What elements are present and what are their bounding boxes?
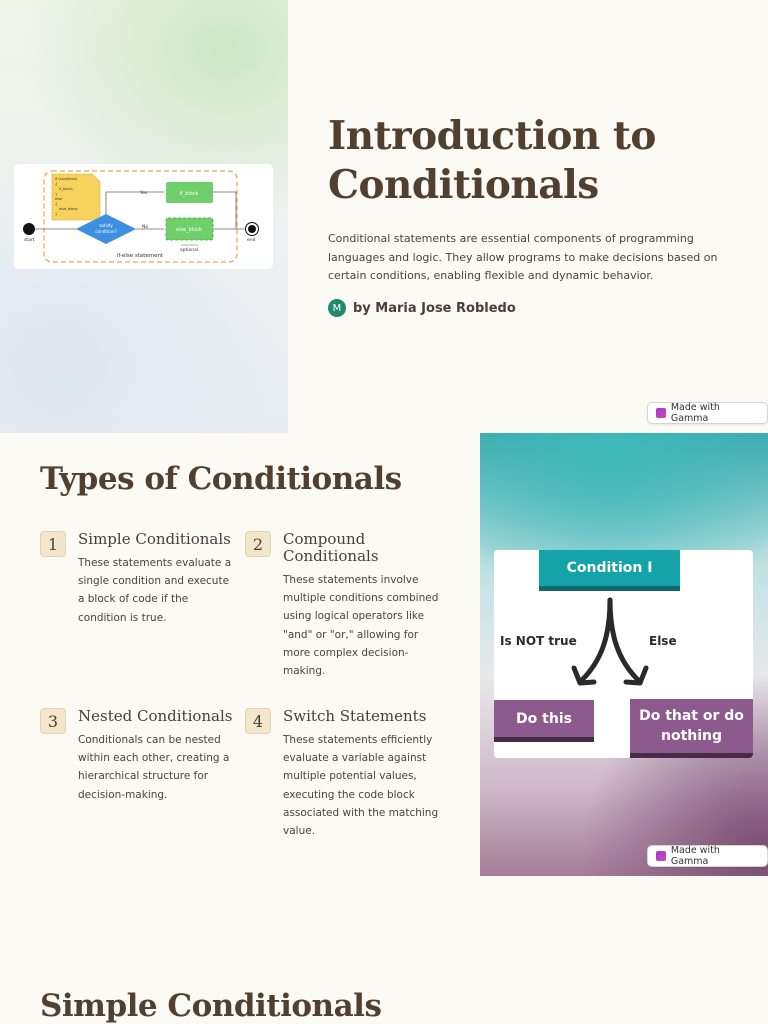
svg-text:No: No	[142, 225, 149, 230]
svg-text:if_block: if_block	[179, 191, 199, 197]
item-description: These statements evaluate a single condition and execute a block of code if the condition is true.	[78, 557, 232, 624]
item-description: These statements efficiently evaluate a variable against multiple potential values, executing the code block associated with the matching value.	[283, 734, 439, 838]
start-node	[23, 223, 35, 235]
gamma-logo-icon	[656, 851, 666, 861]
avatar: M	[328, 299, 346, 317]
flowchart-image	[14, 164, 273, 269]
gamma-logo-icon	[656, 408, 666, 418]
svg-text:optional: optional	[179, 248, 199, 253]
page-title: Introduction to Conditionals	[328, 113, 656, 208]
svg-text:start: start	[24, 238, 35, 243]
svg-text:if-else statement: if-else statement	[116, 253, 164, 259]
slide-intro	[0, 0, 768, 433]
made-with-gamma-button[interactable]	[647, 402, 768, 424]
slide-image-panel	[480, 433, 768, 876]
badge-label: Made with Gamma	[670, 845, 720, 867]
author-name: by Maria Jose Robledo	[353, 300, 516, 316]
svg-text:condition?: condition?	[95, 229, 117, 234]
condition-diagram	[494, 550, 753, 758]
intro-description: Conditional statements are essential components of programming languages and logic. They allow programs to make decisions based on certain conditions, enabling flexible and dynamic behavior.	[328, 232, 718, 282]
section-title: Simple Conditionals	[40, 988, 382, 1024]
author-byline	[328, 299, 516, 317]
slide-types	[0, 433, 768, 876]
condition-box: Condition I	[539, 550, 680, 591]
item-title: Switch Statements	[283, 707, 427, 725]
section-title: Types of Conditionals	[40, 461, 402, 497]
svg-text:end: end	[247, 238, 256, 243]
slide-image-panel	[0, 0, 288, 433]
badge-label: Made with Gamma	[670, 402, 720, 424]
item-number: 3	[40, 708, 66, 734]
branch-label-left: Is NOT true	[500, 634, 577, 648]
item-description: These statements involve multiple conditions combined using logical operators like "and" or "or," allowing for more complex decision-making.	[283, 574, 439, 678]
do-this-box: Do this	[494, 700, 594, 742]
item-title: Simple Conditionals	[78, 530, 231, 548]
branch-label-right: Else	[649, 634, 677, 648]
svg-text:satisfy: satisfy	[99, 223, 113, 228]
item-title: Compound Conditionals	[283, 530, 379, 565]
do-that-box: Do that or do nothing	[630, 699, 753, 758]
svg-text:if (condition) {: if (condition) { if_block; } else { else_block; }	[55, 177, 79, 216]
svg-text:Yes: Yes	[140, 191, 148, 196]
svg-text:else_block: else_block	[176, 227, 202, 233]
made-with-gamma-button[interactable]	[647, 845, 768, 867]
item-title: Nested Conditionals	[78, 707, 233, 725]
item-description: Conditionals can be nested within each other, creating a hierarchical structure for decision-making.	[78, 734, 230, 801]
item-number: 4	[245, 708, 271, 734]
item-number: 1	[40, 531, 66, 557]
item-number: 2	[245, 531, 271, 557]
